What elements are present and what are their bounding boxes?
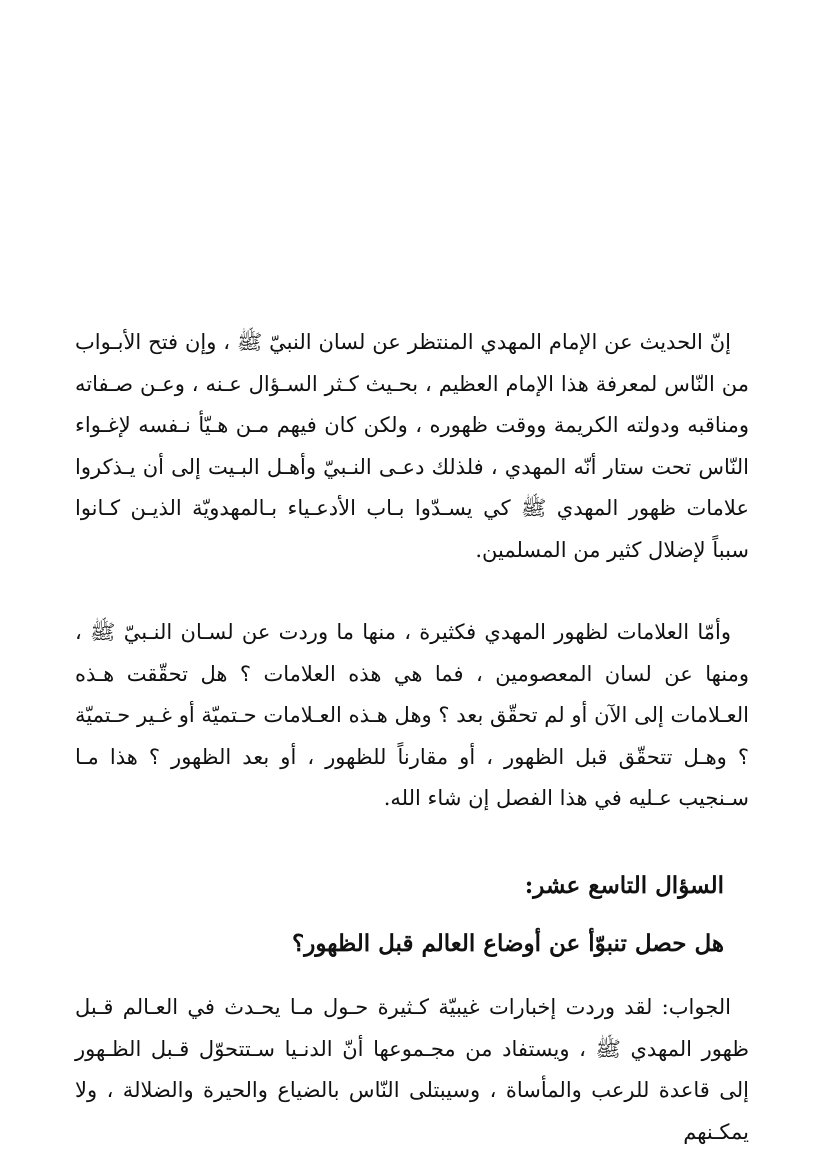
paragraph-answer: الجواب: لقد وردت إخبارات غيبيّة كـثيرة حـول مـا يحـدث في العـالم قـبل ظهور المهدي ﷺ ، ويستفاد من مجـموعها أنّ الدنـيا سـتتحوّل قـبل الظـهور إلى قاعدة للرعب والمأساة ، وسيبتلى النّاس بالضياع والحيرة والضلالة ، ولا يمكـنهم — [75, 995, 749, 1144]
question-heading: السؤال التاسع عشر: — [524, 872, 724, 899]
paragraph-intro: إنّ الحديث عن الإمام المهدي المنتظر عن لسان النبيّ ﷺ ، وإن فتح الأبـواب من النّاس لمعرفة هذا الإمام العظيم ، بحـيث كـثر السـؤال عـنه ، وعـن صـفاته ومناقبه ودولته الكريمة ووقت ظهوره ، ولكن كان فيهم مـن هـيّأ نـفسه لإغـواء النّاس تحت ستار أنّه المهدي ، فلذلك دعـى النـبيّ وأهـل البـيت إلى أن يـذكروا علامات ظهور المهدي ﷺ كي يسـدّوا بـاب الأدعـياء بـالمهدويّة الذيـن كـانوا سبباً لإضلال كثير من المسلمين. — [75, 330, 749, 562]
question-title: هل حصل تنبوّأ عن أوضاع العالم قبل الظهور؟ — [292, 930, 724, 957]
paragraph-signs: وأمّا العلامات لظهور المهدي فكثيرة ، منها ما وردت عن لسـان النـبيّ ﷺ ، ومنها عن لسان المعصومين ، فما هي هذه العلامات ؟ هل تحقّقت هـذه العـلامات إلى الآن أو لم تحقّق بعد ؟ وهل هـذه العـلامات حـتميّة أو غـير حـتميّة ؟ وهـل تتحقّق قبل الظهور ، أو مقارناً للظهور ، أو بعد الظهور ؟ هذا مـا سـنجيب عـليه في هذا الفصل إن شاء الله. — [75, 620, 749, 810]
